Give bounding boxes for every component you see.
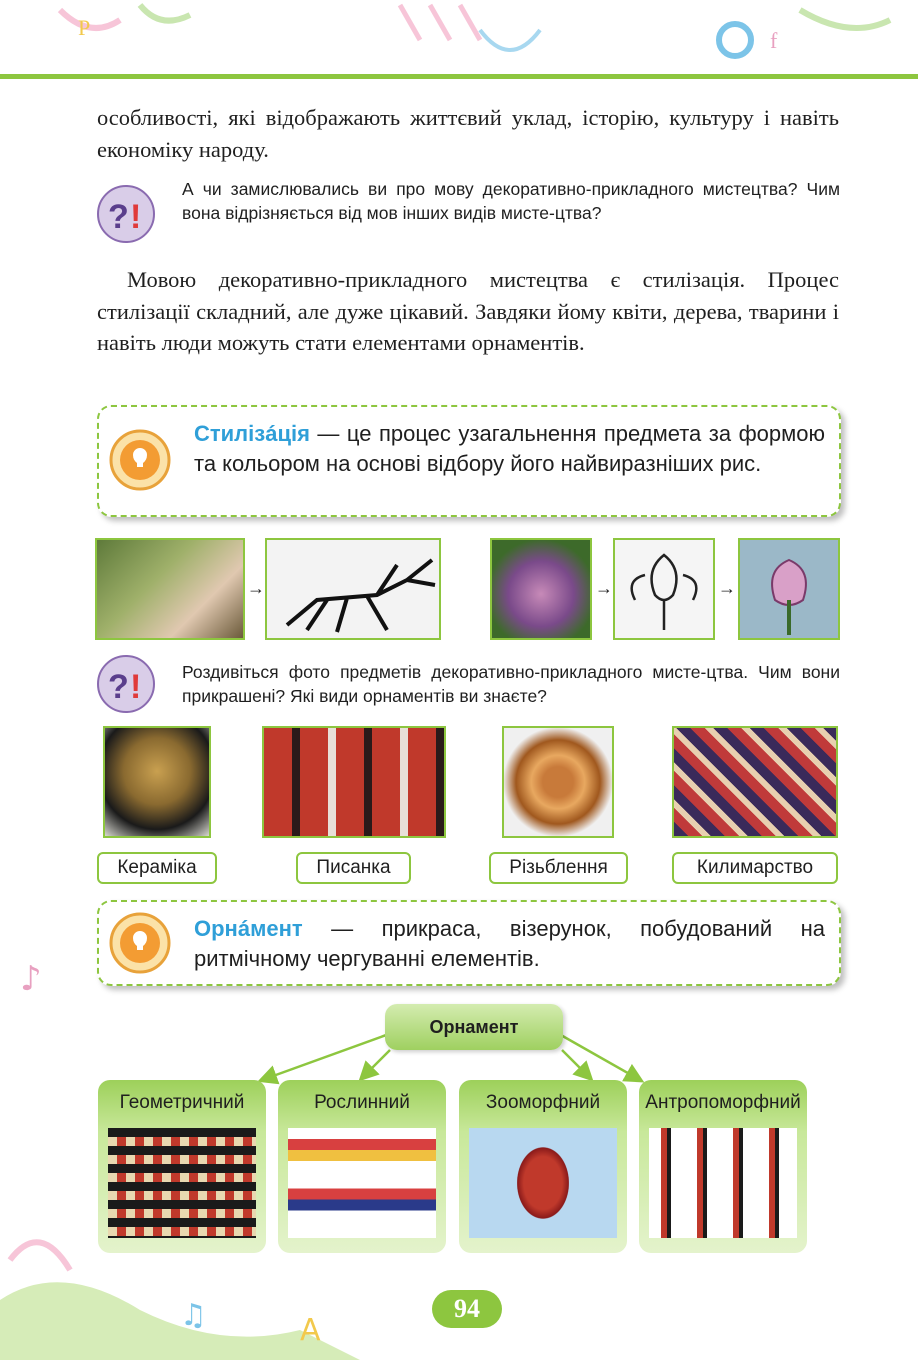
svg-text:♪: ♪ (20, 959, 42, 999)
label-woodcarving: Різьблення (489, 852, 628, 884)
svg-text:♫: ♫ (180, 1298, 207, 1333)
stick-insect-photo (95, 538, 245, 640)
page-number: 94 (432, 1290, 502, 1328)
stick-insect-drawing (265, 538, 441, 640)
category-zoomorphic-label: Зооморфний (485, 1092, 601, 1113)
question-mascot-icon (94, 180, 158, 244)
definition-ornament-text: Орнáмент — прикраса, візерунок, побудований на ритмічному чергуванні елементів. (194, 916, 825, 971)
header-line (0, 74, 918, 79)
question-2-text: Роздивіться фото предметів декоративно-прикладного мисте-цтва. Чим вони прикрашені? Які види орнаментів ви знаєте? (182, 662, 840, 706)
top-decoration (0, 0, 918, 80)
question-1-text: А чи замислювались ви про мову декоративно-прикладного мистецтва? Чим вона відрізняється від мов інших видів мисте-цтва? (182, 179, 840, 223)
iris-stylized (738, 538, 840, 640)
svg-text:?: ? (108, 668, 129, 706)
definition-ornament (97, 900, 841, 986)
lightbulb-icon (109, 912, 171, 974)
label-pysanka: Писанка (296, 852, 411, 884)
pysanka-photo (262, 726, 446, 838)
arrow-right-icon: → (595, 578, 613, 598)
stylization-paragraph: Мовою декоративно-прикладного мистецтва є стилізація. Процес стилізації складний, але дуже цікавий. Завдяки йому квіти, дерева, тварини і навіть люди можуть стати елементами орнаментів. (97, 267, 839, 355)
category-zoomorphic (459, 1080, 627, 1253)
term-ornament: Орнáмент (194, 916, 303, 941)
category-geometric-label: Геометричний (119, 1092, 245, 1113)
iris-photo (490, 538, 592, 640)
ornament-root: Орнамент (385, 1004, 563, 1050)
svg-text:!: ! (130, 198, 142, 236)
lightbulb-icon (109, 429, 171, 491)
svg-text:f: f (770, 28, 778, 53)
woodcarving-photo (502, 726, 614, 838)
label-carpet: Килимарство (672, 852, 838, 884)
anthropomorphic-ornament-image (649, 1128, 797, 1238)
label-ceramics: Кераміка (97, 852, 217, 884)
arrow-right-icon: → (718, 578, 736, 598)
ceramics-photo (103, 726, 211, 838)
definition-stylization-text: Стилізáція — це процес узагальнення предмета за формою та кольором на основі відбору його найвиразніших рис. (194, 421, 825, 476)
svg-text:?: ? (108, 198, 129, 236)
bottom-decoration (0, 1200, 360, 1360)
category-floral-label: Рослинний (314, 1092, 410, 1113)
term-stylization: Стилізáція (194, 421, 310, 446)
definition-stylization (97, 405, 841, 517)
svg-text:A: A (300, 1313, 321, 1348)
iris-sketch (613, 538, 715, 640)
carpet-photo (672, 726, 838, 838)
arrow-right-icon: → (247, 578, 265, 598)
category-anthropomorphic-label: Антропоморфний (645, 1092, 801, 1113)
question-mascot-icon (94, 650, 158, 714)
category-anthropomorphic (639, 1080, 807, 1253)
zoomorphic-ornament-image (469, 1128, 617, 1238)
music-note-icon (10, 950, 60, 1010)
svg-text:P: P (78, 15, 91, 40)
intro-paragraph: особливості, які відображають життєвий уклад, історію, культуру і навіть економіку народу. (97, 105, 839, 162)
svg-text:!: ! (130, 668, 142, 706)
